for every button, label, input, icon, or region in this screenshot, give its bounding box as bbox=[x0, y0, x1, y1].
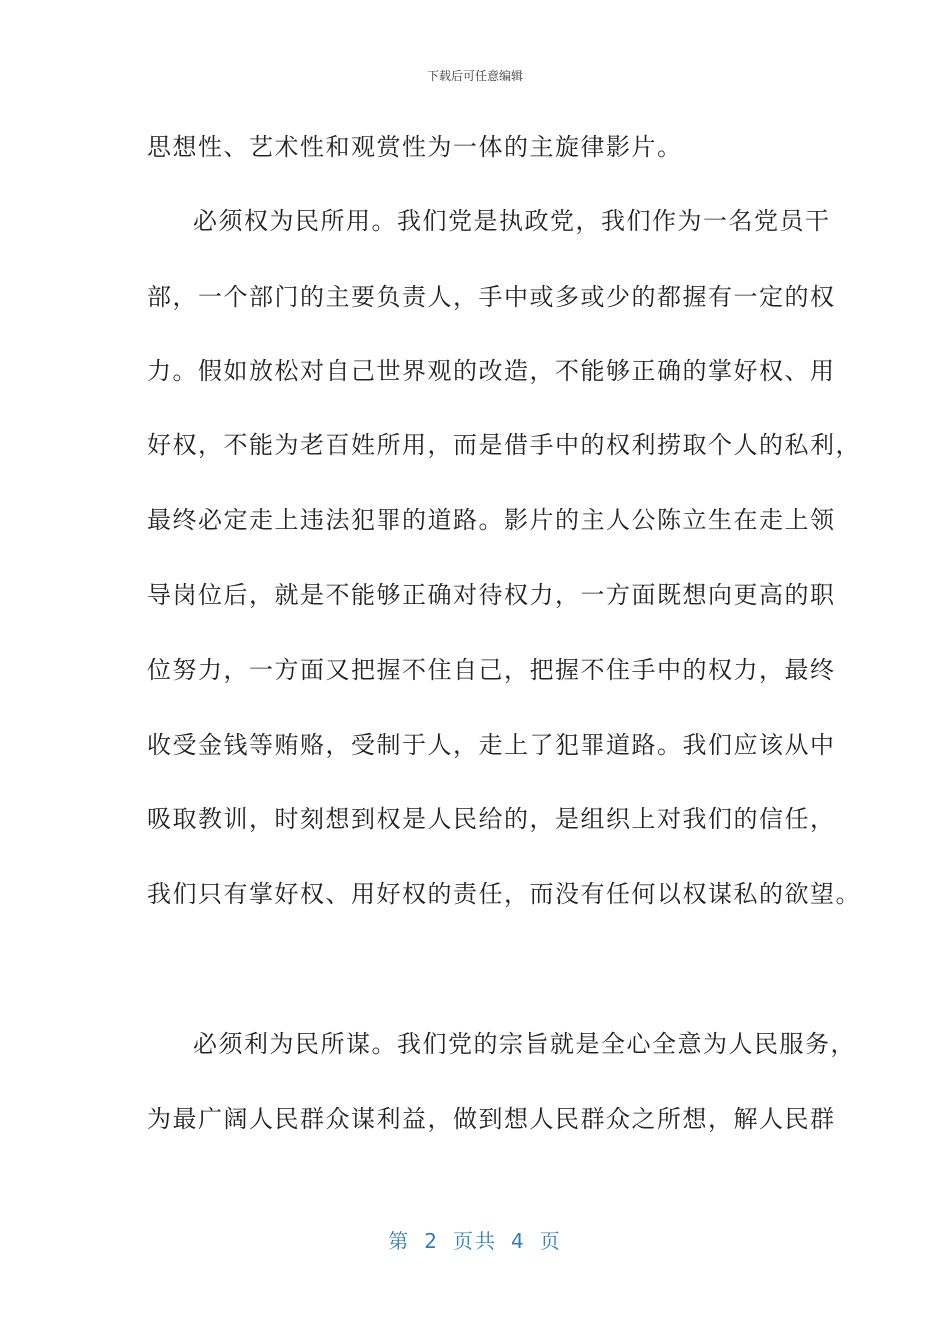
body-line: 导岗位后，就是不能够正确对待权力，一方面既想向更高的职 bbox=[147, 581, 836, 609]
body-line: 我们只有掌好权、用好权的责任，而没有任何以权谋私的欲望。 bbox=[147, 880, 861, 908]
body-line: 思想性、艺术性和观赏性为一体的主旋律影片。 bbox=[147, 133, 683, 161]
body-line: 力。假如放松对自己世界观的改造，不能够正确的掌好权、用 bbox=[147, 357, 836, 385]
paragraph-first-line: 必须权为民所用。我们党是执政党，我们作为一名党员干 bbox=[193, 207, 831, 235]
page-number-footer bbox=[0, 1225, 950, 1254]
body-line: 最终必定走上违法犯罪的道路。影片的主人公陈立生在走上领 bbox=[147, 506, 836, 534]
body-line: 为最广阔人民群众谋利益，做到想人民群众之所想，解人民群 bbox=[147, 1105, 836, 1133]
body-line: 位努力，一方面又把握不住自己，把握不住手中的权力，最终 bbox=[147, 656, 836, 684]
footer-prefix: 第 bbox=[388, 1229, 411, 1253]
body-line: 部，一个部门的主要负责人，手中或多或少的都握有一定的权 bbox=[147, 283, 836, 311]
footer-total-pages: 4 bbox=[511, 1229, 526, 1253]
header-note: 下载后可任意编辑 bbox=[426, 69, 523, 83]
footer-suffix: 页 bbox=[539, 1229, 562, 1253]
body-line: 吸取教训，时刻想到权是人民给的，是组织上对我们的信任， bbox=[147, 805, 836, 833]
paragraph-first-line: 必须利为民所谋。我们党的宗旨就是全心全意为人民服务， bbox=[193, 1030, 856, 1058]
footer-page-number: 2 bbox=[424, 1229, 439, 1253]
body-line: 好权，不能为老百姓所用，而是借手中的权利捞取个人的私利， bbox=[147, 431, 861, 459]
body-line: 收受金钱等贿赂，受制于人，走上了犯罪道路。我们应该从中 bbox=[147, 731, 836, 759]
footer-middle: 页共 bbox=[453, 1229, 497, 1253]
